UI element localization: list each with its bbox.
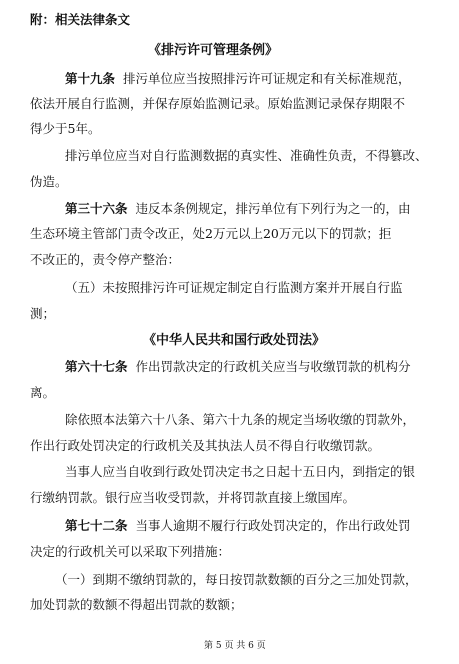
- article-72-line-2: 决定的行政机关可以采取下列措施：: [30, 544, 231, 559]
- article-36-line-1: 第三十六条 违反本条例规定，排污单位有下列行为之一的，由: [65, 201, 411, 216]
- item-5-line-2: 测；: [30, 306, 56, 321]
- article-67-para-2-line-2: 作出行政处罚决定的行政机关及其执法人员不得自行收缴罚款。: [30, 438, 381, 453]
- article-67-line-1: 第六十七条 作出罚款决定的行政机关应当与收缴罚款的机构分: [65, 359, 411, 374]
- article-19-line-3: 得少于5年。: [30, 121, 101, 136]
- article-19-line-1: 第十九条 排污单位应当按照排污许可证规定和有关标准规范，: [65, 71, 411, 86]
- article-36-line-2: 生态环境主管部门责令改正，处2万元以上20万元以下的罚款；拒: [30, 226, 392, 241]
- article-36-label: 第三十六条: [65, 201, 128, 216]
- item-1-line-1: （一）到期不缴纳罚款的，每日按罚款数额的百分之三加处罚款，: [55, 572, 418, 587]
- article-67-para-2-line-1: 除依照本法第六十八条、第六十九条的规定当场收缴的罚款外，: [65, 412, 416, 427]
- article-67-para-3-line-2: 行缴纳罚款。银行应当收受罚款，并将罚款直接上缴国库。: [30, 490, 356, 505]
- regulation-title: 《排污许可管理条例》: [148, 43, 279, 58]
- appendix-heading: 附：相关法律条文: [30, 12, 131, 27]
- article-19-line-2: 依法开展自行监测，并保存原始监测记录。原始监测记录保存期限不: [30, 96, 406, 111]
- article-67-line-2: 离。: [30, 385, 56, 400]
- article-67-para-3-line-1: 当事人应当自收到行政处罚决定书之日起十五日内，到指定的银: [65, 464, 416, 479]
- page-number-footer: 第 5 页 共 6 页: [204, 641, 266, 651]
- article-19-para-2-line-1: 排污单位应当对自行监测数据的真实性、准确性负责，不得篡改、: [65, 148, 428, 163]
- article-19-para-2-line-2: 伪造。: [30, 174, 68, 189]
- law-title: 《中华人民共和国行政处罚法》: [143, 333, 326, 348]
- article-72-line-1: 第七十二条 当事人逾期不履行行政处罚决定的，作出行政处罚: [65, 518, 411, 533]
- article-67-label: 第六十七条: [65, 359, 128, 374]
- article-19-label: 第十九条: [65, 71, 116, 86]
- item-5-line-1: （五）未按照排污许可证规定制定自行监测方案并开展自行监: [65, 280, 403, 295]
- article-36-line-3: 不改正的，责令停产整治：: [30, 252, 181, 267]
- item-1-line-2: 加处罚款的数额不得超出罚款的数额；: [30, 597, 243, 612]
- article-72-label: 第七十二条: [65, 518, 128, 533]
